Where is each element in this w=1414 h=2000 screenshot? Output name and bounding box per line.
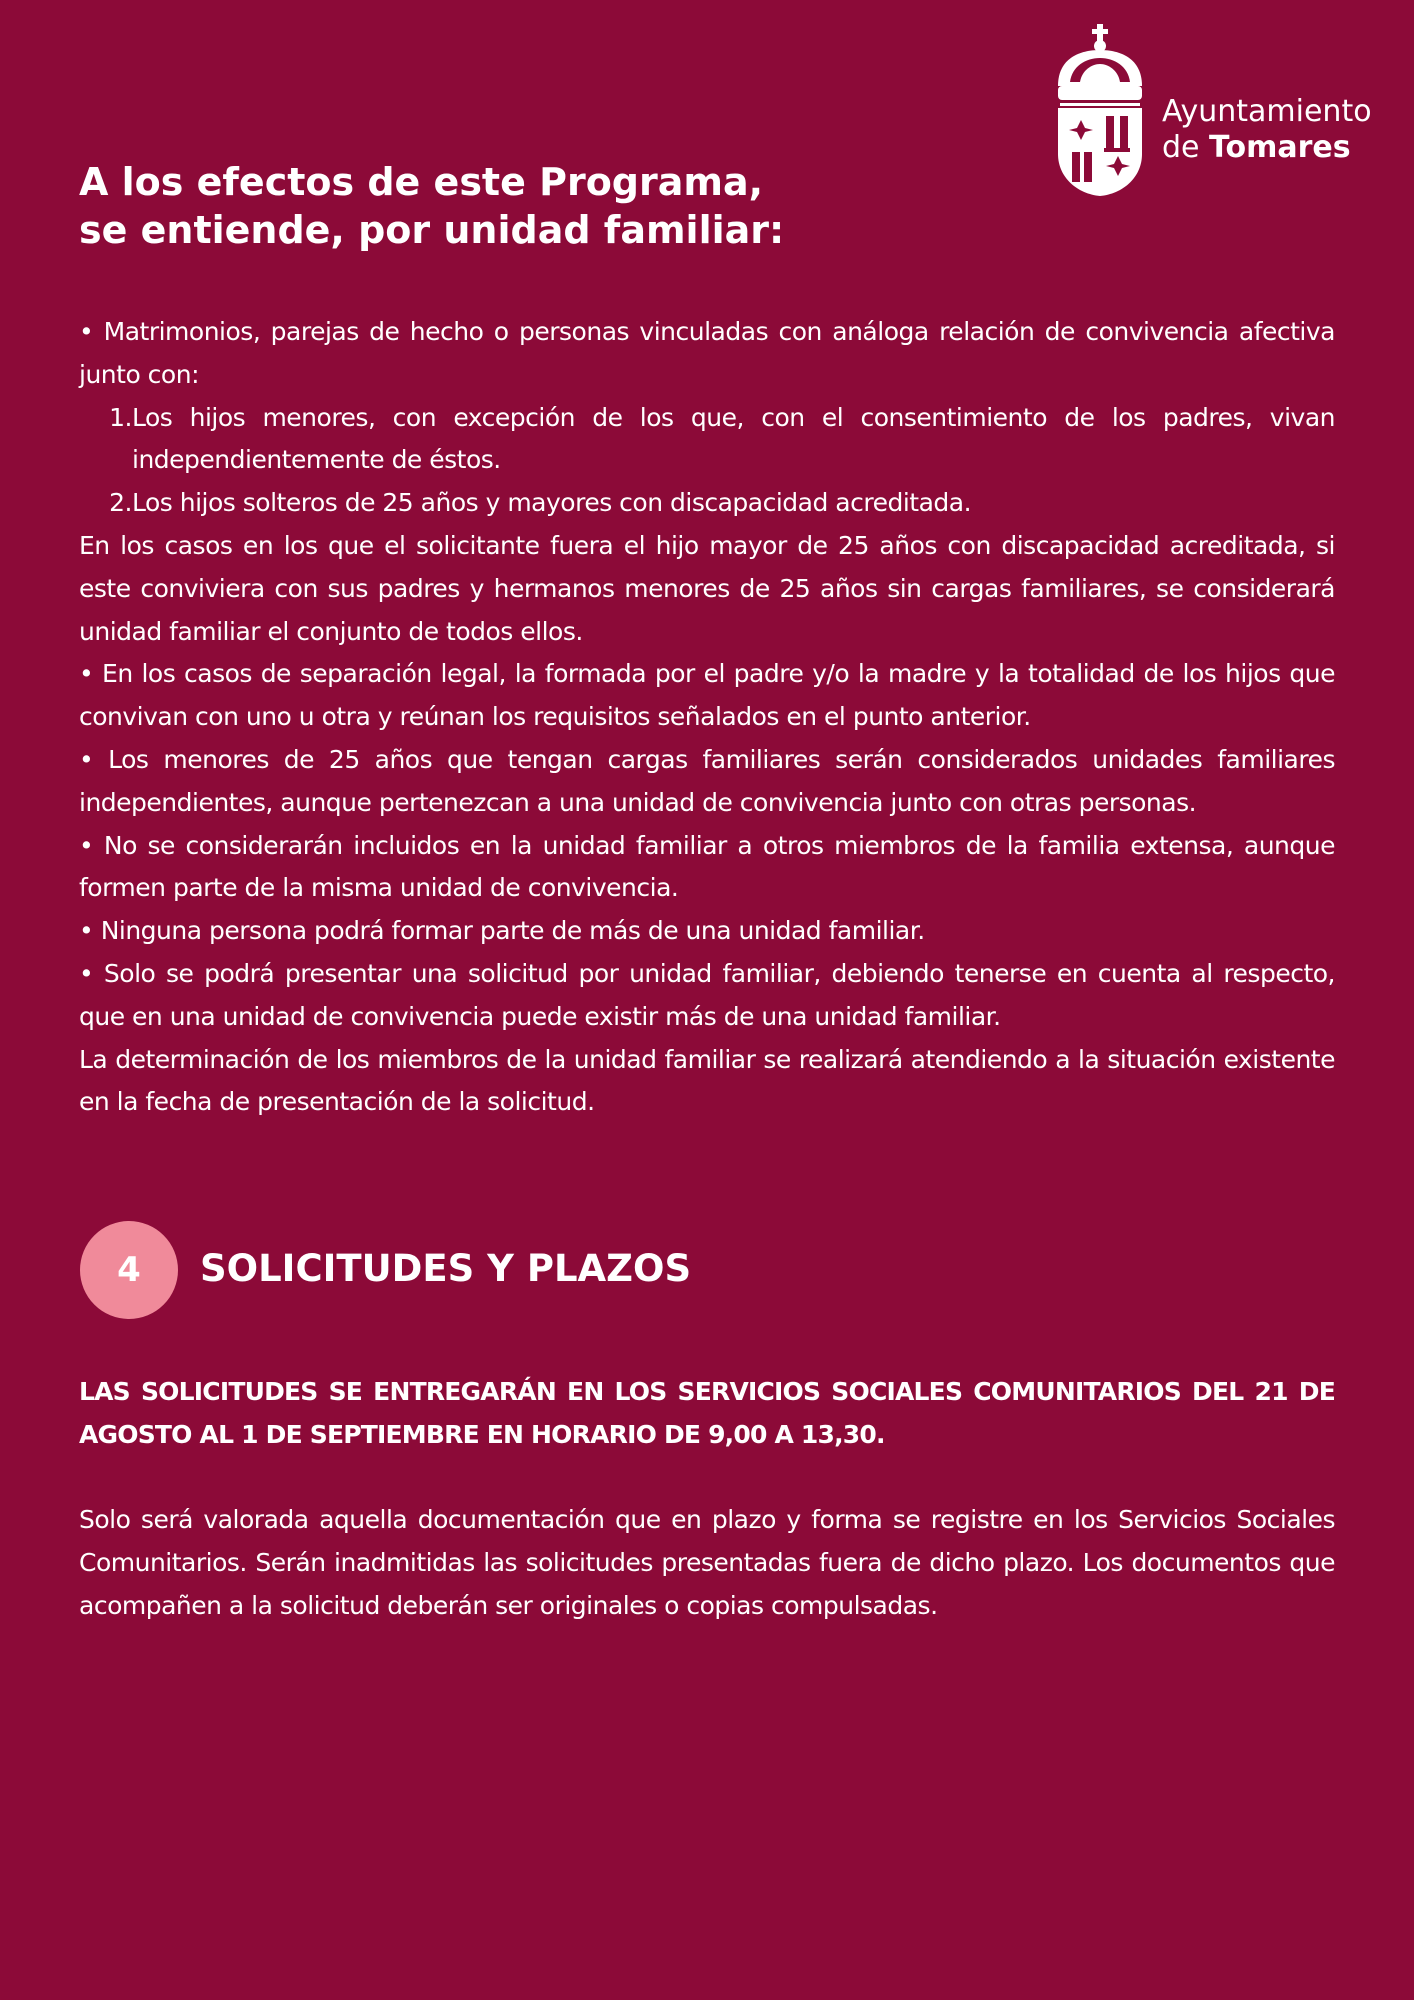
list-item [79,397,1335,483]
section-number-badge: 4 [80,1221,178,1319]
paragraph-8: La determinación de los miembros de la unidad familiar se realizará atendiendo a la situación existente en la fecha de presentación de la solicitud. [79,1044,1335,1117]
logo-line2-prefix: de [1162,130,1210,165]
section-title: SOLICITUDES Y PLAZOS [200,1247,692,1290]
logo-line1: Ayuntamiento [1162,94,1372,129]
paragraph-7: • Solo se podrá presentar una solicitud por unidad familiar, debiendo tenerse en cuenta al respecto, que en una unidad de convivencia puede existir más de una unidad familiar. [79,958,1335,1031]
definition-body [79,311,1335,1124]
deadline-notice: LAS SOLICITUDES SE ENTREGARÁN EN LOS SERVICIOS SOCIALES COMUNITARIOS DEL 21 DE AGOSTO AL 1 DE SEPTIEMBRE EN HORARIO DE 9,00 A 13,30. [79,1377,1335,1449]
logo-line2 [1162,130,1372,166]
paragraph-1: • Matrimonios, parejas de hecho o personas vinculadas con análoga relación de convivencia afectiva junto con: [79,317,1335,389]
list-number: 1. [109,402,132,432]
paragraph-3: • En los casos de separación legal, la formada por el padre y/o la madre y la totalidad de los hijos que convivan con uno u otra y reúnan los requisitos señalados en el punto anterior. [79,659,1335,732]
logo-wordmark [1162,94,1372,166]
list-item [79,482,1335,525]
paragraph-6: • Ninguna persona podrá formar parte de más de una unidad familiar. [79,916,925,946]
list-number: 2. [109,488,132,518]
ayuntamiento-logo [1050,24,1370,202]
section-body [79,1499,1335,1627]
page-heading: A los efectos de este Programa, se entiende, por unidad familiar: [79,160,785,252]
paragraph-2: En los casos en los que el solicitante fuera el hijo mayor de 25 años con discapacidad acreditada, si este conviviera con sus padres y hermanos menores de 25 años sin cargas familiares, se considerará unidad familiar el conjunto de todos ellos. [79,530,1335,646]
list-text: Los hijos solteros de 25 años y mayores con discapacidad acreditada. [132,488,972,518]
paragraph-4: • Los menores de 25 años que tengan cargas familiares serán considerados unidades familiares independientes, aunque pertenezcan a una unidad de convivencia junto con otras personas. [79,744,1335,817]
list-text: Los hijos menores, con excepción de los que, con el consentimiento de los padres, vivan independientemente de éstos. [132,402,1335,475]
section-paragraph: Solo será valorada aquella documentación que en plazo y forma se registre en los Servicios Sociales Comunitarios. Serán inadmitidas las solicitudes presentadas fuera de dicho plazo. Los documentos que acompañen a la solicitud deberán ser originales o copias compulsadas. [79,1505,1335,1620]
coat-of-arms-icon [1050,24,1150,202]
paragraph-5: • No se considerarán incluidos en la unidad familiar a otros miembros de la familia extensa, aunque formen parte de la misma unidad de convivencia. [79,830,1335,903]
logo-line2-bold: Tomares [1209,130,1351,165]
